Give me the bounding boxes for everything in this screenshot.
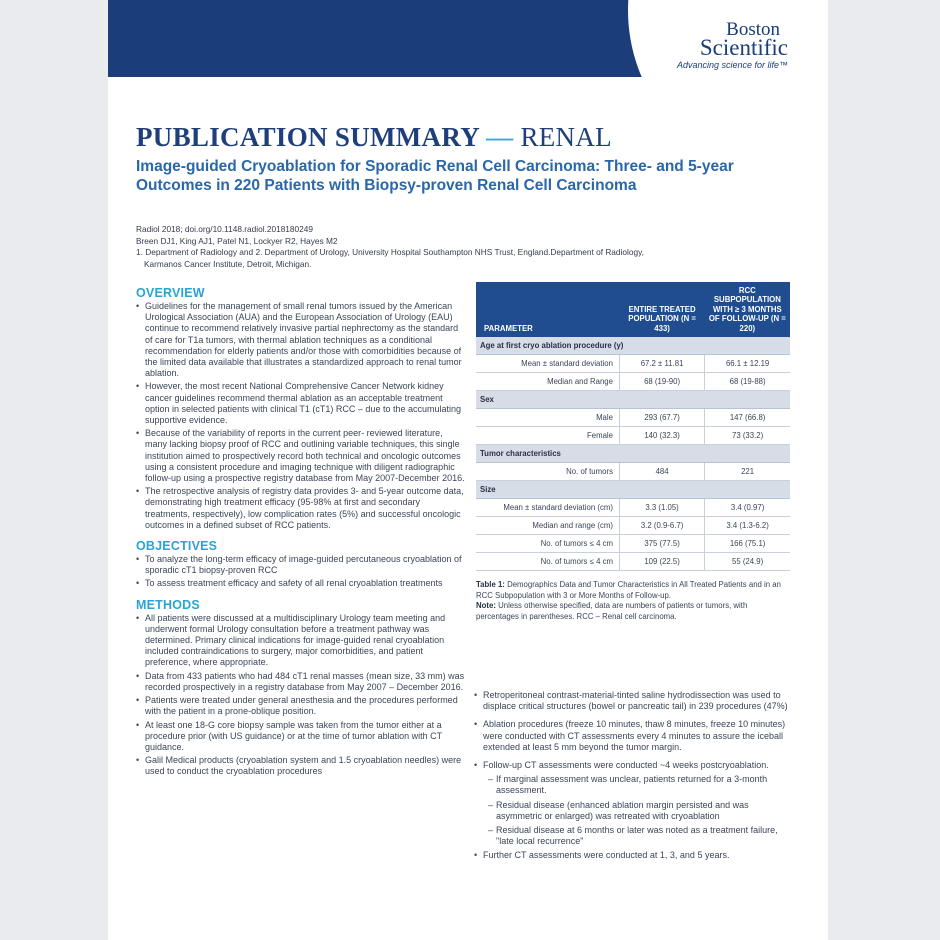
left-column bbox=[136, 286, 466, 780]
table-row bbox=[476, 427, 790, 445]
table-row bbox=[476, 535, 790, 553]
objectives-heading: OBJECTIVES bbox=[136, 539, 218, 554]
value-entire-population: 484 bbox=[619, 463, 704, 481]
list-item: • Galil Medical products (cryoablation system and 1.5 cryoablation needles) were used to conduct the cryoablation procedures bbox=[136, 755, 466, 777]
sub-list-item: – Residual disease (enhanced ablation margin persisted and was asymmetric or enlarged) was retreated with cryoablation bbox=[488, 800, 794, 822]
value-rcc-subpopulation: 3.4 (0.97) bbox=[705, 499, 790, 517]
caption-text: Demographics Data and Tumor Characteristics in All Treated Patients and in an RCC Subpopulation with 3 or More Months of Follow-up. bbox=[476, 580, 781, 600]
note-text: Unless otherwise specified, data are numbers of patients or tumors, with percentages in parentheses. RCC – Renal cell carcinoma. bbox=[476, 601, 748, 621]
list-item: • Further CT assessments were conducted at 1, 3, and 5 years. bbox=[474, 850, 794, 861]
logo-tagline: Advancing science for life™ bbox=[676, 60, 788, 70]
right-column bbox=[474, 690, 794, 869]
table-row bbox=[476, 517, 790, 535]
table-section-row bbox=[476, 445, 790, 463]
list-item: • Retroperitoneal contrast-material-tinted saline hydrodissection was used to displace critical structures (bowel or pancreatic tail) in 239 procedures (47%) bbox=[474, 690, 794, 712]
header-entire-population: ENTIRE TREATED POPULATION (N = 433) bbox=[619, 282, 704, 337]
value-entire-population: 375 (77.5) bbox=[619, 535, 704, 553]
publication-title bbox=[136, 122, 612, 153]
value-rcc-subpopulation: 221 bbox=[705, 463, 790, 481]
list-item: • At least one 18-G core biopsy sample was taken from the tumor either at a procedure prior (with US guidance) or at the time of tumor ablation with CT guidance. bbox=[136, 720, 466, 754]
list-item: • However, the most recent National Comprehensive Cancer Network kidney cancer guidelines recommend thermal ablation as an acceptable treatment option in selected patients with clinical T1 (cT1) RCC – due to the accumulating supportive evidence. bbox=[136, 381, 466, 426]
table-row bbox=[476, 553, 790, 571]
list-item: • Because of the variability of reports in the current peer- reviewed literature, many lacking biopsy proof of RCC and outlining variable techniques, this single institution aimed to prospectively record both technical and oncologic outcomes using a consistent procedure and imaging technique with diligent radiographic follow-up using a prospective registry database from May 2007-December 2016. bbox=[136, 428, 466, 484]
methods-list-right bbox=[474, 690, 794, 771]
list-item: • Patients were treated under general anesthesia and the procedures performed with the patient in a prone-oblique position. bbox=[136, 695, 466, 717]
logo-line-1: Boston bbox=[726, 19, 780, 40]
list-item: • Data from 433 patients who had 484 cT1 renal masses (mean size, 33 mm) was recorded prospectively in a registry database from May 2007 – December 2016. bbox=[136, 671, 466, 693]
value-entire-population: 68 (19-90) bbox=[619, 373, 704, 391]
value-entire-population: 67.2 ± 11.81 bbox=[619, 355, 704, 373]
row-label: Female bbox=[476, 427, 619, 445]
boston-scientific-logo bbox=[638, 19, 788, 70]
row-label: Median and range (cm) bbox=[476, 517, 619, 535]
methods-list-final bbox=[474, 850, 794, 861]
citation: Radiol 2018; doi.org/10.1148.radiol.2018180249 bbox=[136, 224, 313, 234]
value-rcc-subpopulation: 3.4 (1.3-6.2) bbox=[705, 517, 790, 535]
citation-block bbox=[136, 224, 726, 270]
table-section-row bbox=[476, 337, 790, 355]
table-row bbox=[476, 499, 790, 517]
list-item: • Ablation procedures (freeze 10 minutes, thaw 8 minutes, freeze 10 minutes) were conducted with CT assessments every 4 minutes to assure the iceball extended at least 5 mm beyond the tumor margin. bbox=[474, 719, 794, 753]
table-section-row bbox=[476, 391, 790, 409]
logo-line-2: Scientific bbox=[699, 35, 788, 60]
row-label: No. of tumors ≤ 4 cm bbox=[476, 553, 619, 571]
objectives-list bbox=[136, 554, 466, 590]
demographics-table bbox=[476, 282, 790, 571]
list-item: • To analyze the long-term efficacy of image-guided percutaneous cryoablation of sporadic cT1 biopsy-proven RCC bbox=[136, 554, 466, 576]
sub-list-item: – Residual disease at 6 months or later was noted as a treatment failure, "late local recurrence" bbox=[488, 825, 794, 847]
list-item: • Guidelines for the management of small renal tumors issued by the American Urological Association (AUA) and the European Association of Urology (EAU) continue to recommend relatively invasive partial nephrectomy as the standard of care for T1a tumors, with thermal ablation techniques as a conditional recommendation for elderly patients and/or those with comorbidities because of the limited data available that illustrates a standardized approach to renal tumor ablation. bbox=[136, 301, 466, 379]
row-label: Male bbox=[476, 409, 619, 427]
list-item: • All patients were discussed at a multidisciplinary Urology team meeting and underwent formal Urology consultation before a treatment pathway was determined. Primary clinical indications for image-guided renal cryoablation included contraindications to surgery, major comorbidities, and patient preference, where appropriate. bbox=[136, 613, 466, 669]
section-title: Tumor characteristics bbox=[476, 445, 790, 463]
table-section-row bbox=[476, 481, 790, 499]
row-label: Median and Range bbox=[476, 373, 619, 391]
row-label: Mean ± standard deviation bbox=[476, 355, 619, 373]
overview-heading: OVERVIEW bbox=[136, 286, 205, 300]
value-entire-population: 109 (22.5) bbox=[619, 553, 704, 571]
value-entire-population: 293 (67.7) bbox=[619, 409, 704, 427]
header-parameter: PARAMETER bbox=[476, 282, 619, 337]
row-label: Mean ± standard deviation (cm) bbox=[476, 499, 619, 517]
affiliation: 1. Department of Radiology and 2. Department of Urology, University Hospital Southampton NHS Trust, England.Department of Radiology, bbox=[136, 247, 644, 257]
value-rcc-subpopulation: 73 (33.2) bbox=[705, 427, 790, 445]
authors: Breen DJ1, King AJ1, Patel N1, Lockyer R2, Hayes M2 bbox=[136, 235, 338, 246]
value-rcc-subpopulation: 147 (66.8) bbox=[705, 409, 790, 427]
table-row bbox=[476, 409, 790, 427]
list-item: • Follow-up CT assessments were conducted ~4 weeks postcryoablation. bbox=[474, 760, 794, 771]
follow-up-sublist bbox=[474, 774, 794, 847]
methods-heading: METHODS bbox=[136, 597, 200, 612]
value-rcc-subpopulation: 66.1 ± 12.19 bbox=[705, 355, 790, 373]
value-entire-population: 140 (32.3) bbox=[619, 427, 704, 445]
table-body bbox=[476, 337, 790, 571]
header-rcc-subpopulation: RCC SUBPOPULATION WITH ≥ 3 MONTHS OF FOLLOW-UP (N = 220) bbox=[705, 282, 790, 337]
row-label: No. of tumors bbox=[476, 463, 619, 481]
value-rcc-subpopulation: 55 (24.9) bbox=[705, 553, 790, 571]
methods-list-left bbox=[136, 613, 466, 778]
value-rcc-subpopulation: 166 (75.1) bbox=[705, 535, 790, 553]
title-dash: — bbox=[486, 122, 514, 152]
title-category: RENAL bbox=[520, 122, 612, 152]
table-row bbox=[476, 355, 790, 373]
affiliation-cont: Karmanos Cancer Institute, Detroit, Michigan. bbox=[144, 258, 312, 269]
demographics-table-block bbox=[476, 282, 790, 622]
section-title: Age at first cryo ablation procedure (y) bbox=[476, 337, 790, 355]
section-title: Sex bbox=[476, 391, 790, 409]
table-caption bbox=[476, 580, 790, 622]
value-entire-population: 3.3 (1.05) bbox=[619, 499, 704, 517]
list-item: • To assess treatment efficacy and safety of all renal cryoablation treatments bbox=[136, 578, 466, 589]
note-label: Note: bbox=[476, 601, 496, 611]
list-item: • The retrospective analysis of registry data provides 3- and 5-year outcome data, demonstrating high treatment efficacy (95-98% at first and secondary treatments, respectively), low complication rates (5%) and successful oncologic outcomes in a defined subset of RCC patients. bbox=[136, 486, 466, 531]
overview-list bbox=[136, 301, 466, 531]
section-title: Size bbox=[476, 481, 790, 499]
document-page bbox=[108, 0, 828, 940]
title-main: PUBLICATION SUMMARY bbox=[136, 122, 480, 152]
caption-label: Table 1: bbox=[476, 580, 505, 590]
sub-list-item: – If marginal assessment was unclear, patients returned for a 3-month assessment. bbox=[488, 774, 794, 796]
row-label: No. of tumors ≤ 4 cm bbox=[476, 535, 619, 553]
table-row bbox=[476, 373, 790, 391]
table-row bbox=[476, 463, 790, 481]
value-entire-population: 3.2 (0.9-6.7) bbox=[619, 517, 704, 535]
article-title: Image-guided Cryoablation for Sporadic Renal Cell Carcinoma: Three- and 5-year Outcomes in 220 Patients with Biopsy-proven Renal Cell Carcinoma bbox=[136, 158, 734, 194]
value-rcc-subpopulation: 68 (19-88) bbox=[705, 373, 790, 391]
